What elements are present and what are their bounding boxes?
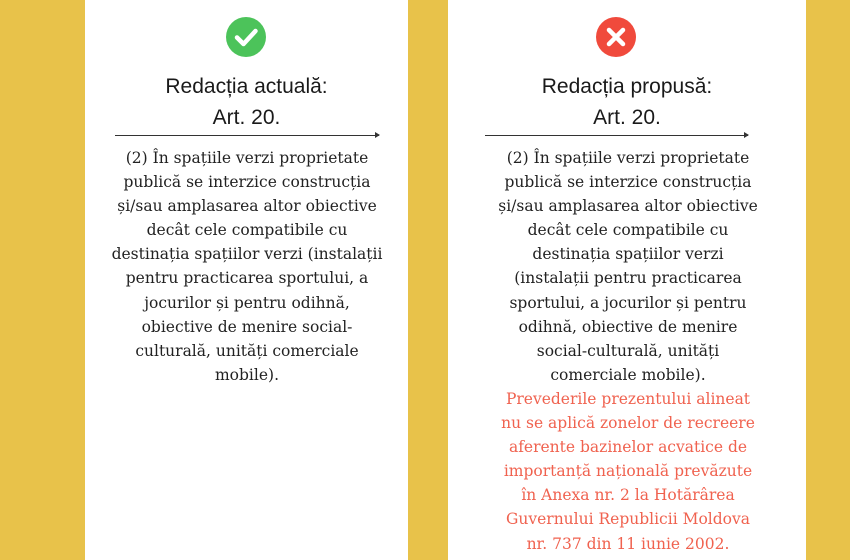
text-line: și/sau amplasarea altor obiective	[117, 197, 377, 216]
text-line: (2) În spațiile verzi proprietate	[506, 149, 750, 167]
check-icon	[226, 17, 266, 57]
text-line: publică se interzice construcția	[123, 173, 371, 192]
added-text-line: Guvernului Republicii Moldova	[505, 510, 750, 529]
text-line: publică se interzice construcția	[504, 173, 752, 192]
added-text-line: Prevederile prezentului alineat	[505, 389, 751, 408]
text-line: social-culturală, unități	[536, 341, 720, 360]
added-text-line: în Anexa nr. 2 la Hotărârea	[521, 486, 735, 505]
cross-icon	[596, 17, 636, 57]
text-line: destinația spațiilor verzi	[532, 245, 724, 264]
text-line: decât cele compatibile cu	[146, 221, 348, 240]
text-line: (2) În spațiile verzi proprietate	[125, 149, 369, 167]
added-text-line: nr. 737 din 11 iunie 2002.	[526, 534, 730, 553]
text-line: și/sau amplasarea altor obiective	[498, 197, 758, 216]
current-text	[97, 146, 397, 387]
text-line: odihnă, obiective de menire	[518, 317, 738, 336]
text-line: comerciale mobile).	[550, 365, 706, 384]
text-line: pentru practicarea sportului, a	[125, 269, 369, 288]
text-line: destinația spațiilor verzi (instalații	[111, 245, 383, 264]
added-text-line: nu se aplică zonelor de recreere	[501, 414, 755, 433]
text-line: obiective de menire social-	[141, 317, 353, 336]
added-text-line: importanță națională prevăzute	[503, 462, 753, 481]
text-line: jocurilor și pentru odihnă,	[144, 293, 350, 312]
text-line: (instalații pentru practicarea	[514, 269, 742, 288]
divider-arrow	[485, 135, 748, 136]
text-line: decât cele compatibile cu	[527, 221, 729, 240]
current-article: Art. 20.	[212, 106, 281, 129]
current-version-panel	[85, 0, 408, 560]
proposed-text	[488, 146, 768, 556]
divider-arrow	[115, 135, 379, 136]
proposed-version-panel	[448, 0, 806, 560]
text-line: mobile).	[214, 365, 279, 384]
proposed-heading: Redacția propusă:	[541, 75, 713, 98]
added-text-line: aferente bazinelor acvatice de	[508, 438, 748, 457]
text-line: sportului, a jocurilor și pentru	[509, 293, 747, 312]
current-heading: Redacția actuală:	[165, 75, 328, 98]
text-line: culturală, unități comerciale	[135, 341, 359, 360]
proposed-article: Art. 20.	[593, 106, 661, 129]
